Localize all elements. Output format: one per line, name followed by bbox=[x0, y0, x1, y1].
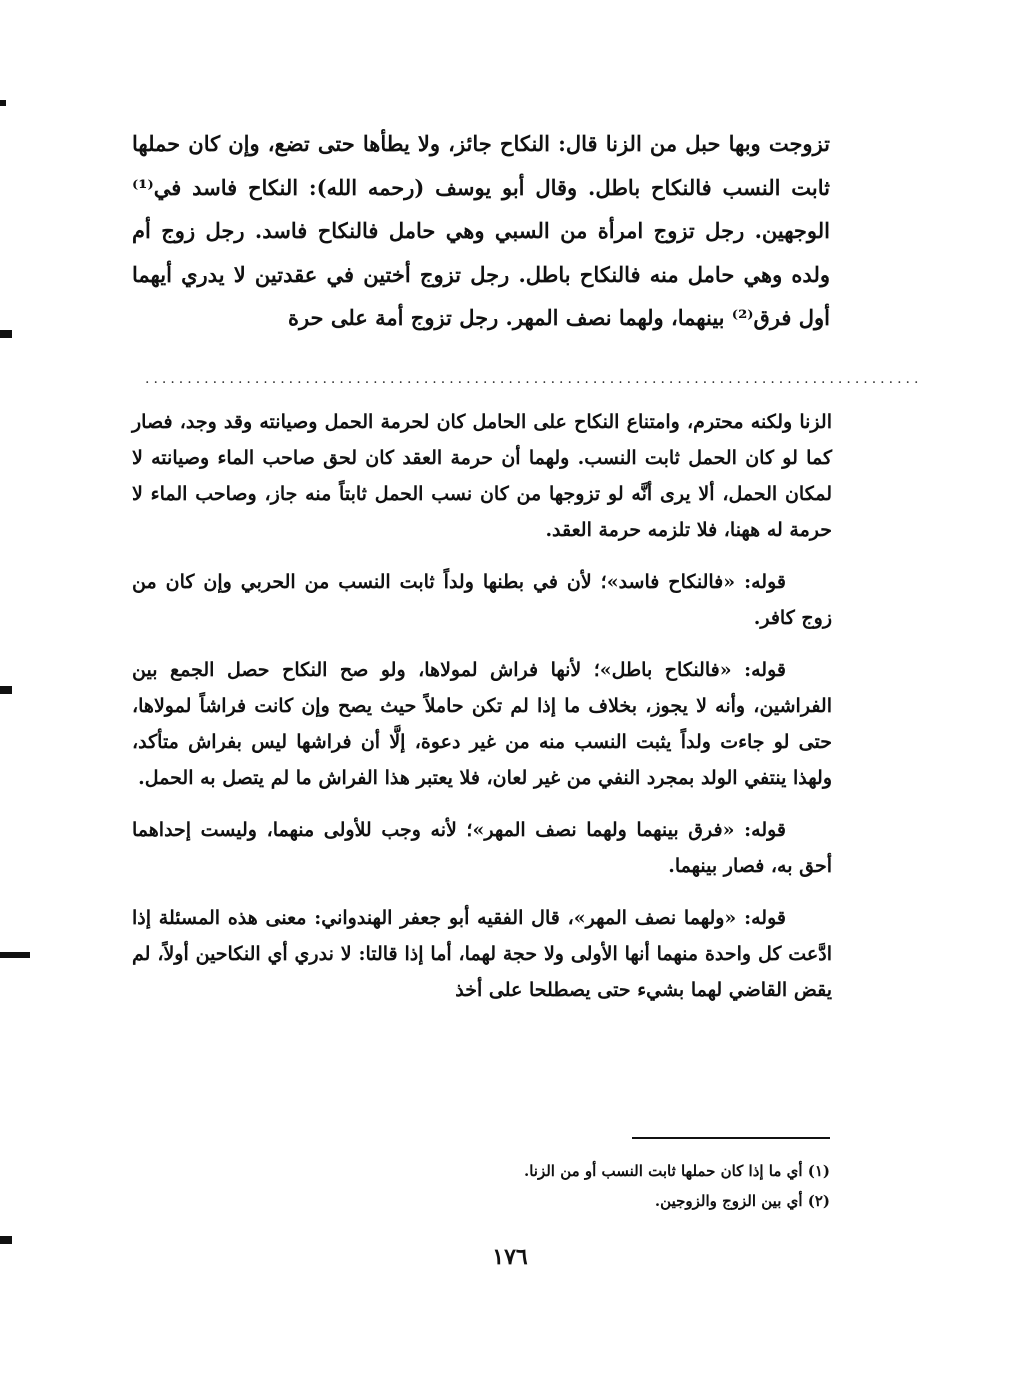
commentary-paragraph bbox=[132, 652, 832, 796]
scan-margin-mark bbox=[0, 330, 12, 338]
section-separator: ............................................................................................ bbox=[145, 371, 923, 387]
commentary-label: قوله: bbox=[744, 907, 786, 929]
commentary-label: قوله: bbox=[744, 659, 786, 681]
commentary-text: «فالنكاح باطل»؛ لأنها فراش لمولاها، ولو صح النكاح حصل الجمع بين الفراشين، وأنه لا يجوز، بخلاف ما إذا لم تكن حاملاً حيث يصح وإن كانت فراشاً لمولاها، حتى لو جاءت ولداً يثبت النسب منه من غير دعوة، إلَّا أن فراشها ليس بفراش متأكد، ولهذا ينتفي الولد بمجرد النفي من غير لعان، فلا يعتبر هذا الفراش ما لم يتصل به الحمل. bbox=[132, 659, 832, 789]
commentary-text: الزنا ولكنه محترم، وامتناع النكاح على الحامل كان لحرمة الحمل وصيانته وقد وجد، فصار كما لو كان الحمل ثابت النسب. ولهما أن حرمة العقد كان لحق صاحب الماء وصيانته لا لمكان الحمل، ألا يرى أنَّه لو تزوجها من كان نسب الحمل ثابتاً منه جاز، وصاحب الماء لا حرمة له ههنا، فلا تلزمه حرمة العقد. bbox=[132, 411, 832, 541]
footnote: (٢) أي بين الزوج والزوجين. bbox=[654, 1192, 830, 1210]
main-text-block bbox=[132, 122, 830, 340]
commentary-text: «فالنكاح فاسد»؛ لأن في بطنها ولداً ثابت النسب من الحربي وإن كان من زوج كافر. bbox=[132, 571, 832, 629]
main-paragraph: تزوجت وبها حبل من الزنا قال: النكاح جائز، ولا يطأها حتى تضع، وإن كان حملها ثابت النسب فالنكاح باطل. وقال أبو يوسف (رحمه الله): النكاح فاسد في⁽¹⁾ الوجهين. رجل تزوج امرأة من السبي وهي حامل فالنكاح فاسد. رجل زوج أم ولده وهي حامل منه فالنكاح باطل. رجل تزوج أختين في عقدتين لا يدري أيهما أول فرق⁽²⁾ بينهما، ولهما نصف المهر. رجل تزوج أمة على حرة bbox=[132, 131, 830, 330]
commentary-block bbox=[132, 404, 832, 1024]
scan-margin-mark bbox=[0, 952, 30, 958]
commentary-label: قوله: bbox=[744, 571, 786, 593]
scan-margin-mark bbox=[0, 686, 12, 694]
footnote: (١) أي ما إذا كان حملها ثابت النسب أو من الزنا. bbox=[523, 1162, 830, 1180]
page-number: ١٧٦ bbox=[492, 1244, 528, 1270]
scan-margin-mark bbox=[0, 100, 6, 106]
footnotes bbox=[300, 1156, 830, 1216]
commentary-paragraph bbox=[132, 564, 832, 636]
commentary-label: قوله: bbox=[744, 819, 787, 841]
commentary-paragraph bbox=[132, 812, 832, 884]
commentary-paragraph bbox=[132, 404, 832, 548]
scan-margin-mark bbox=[0, 1236, 12, 1244]
footnote-divider bbox=[632, 1137, 830, 1139]
commentary-paragraph bbox=[132, 900, 832, 1008]
commentary-text: «ولهما نصف المهر»، قال الفقيه أبو جعفر الهندواني: معنى هذه المسئلة إذا ادَّعت كل واحدة منهما أنها الأولى ولا حجة لهما، أما إذا قالتا: لا ندري أي النكاحين أولاً، لم يقض القاضي لهما بشيء حتى يصطلحا على أخذ bbox=[132, 907, 832, 1001]
commentary-text: «فرق بينهما ولهما نصف المهر»؛ لأنه وجب للأولى منهما، وليست إحداهما أحق به، فصار بينهما. bbox=[132, 819, 832, 877]
